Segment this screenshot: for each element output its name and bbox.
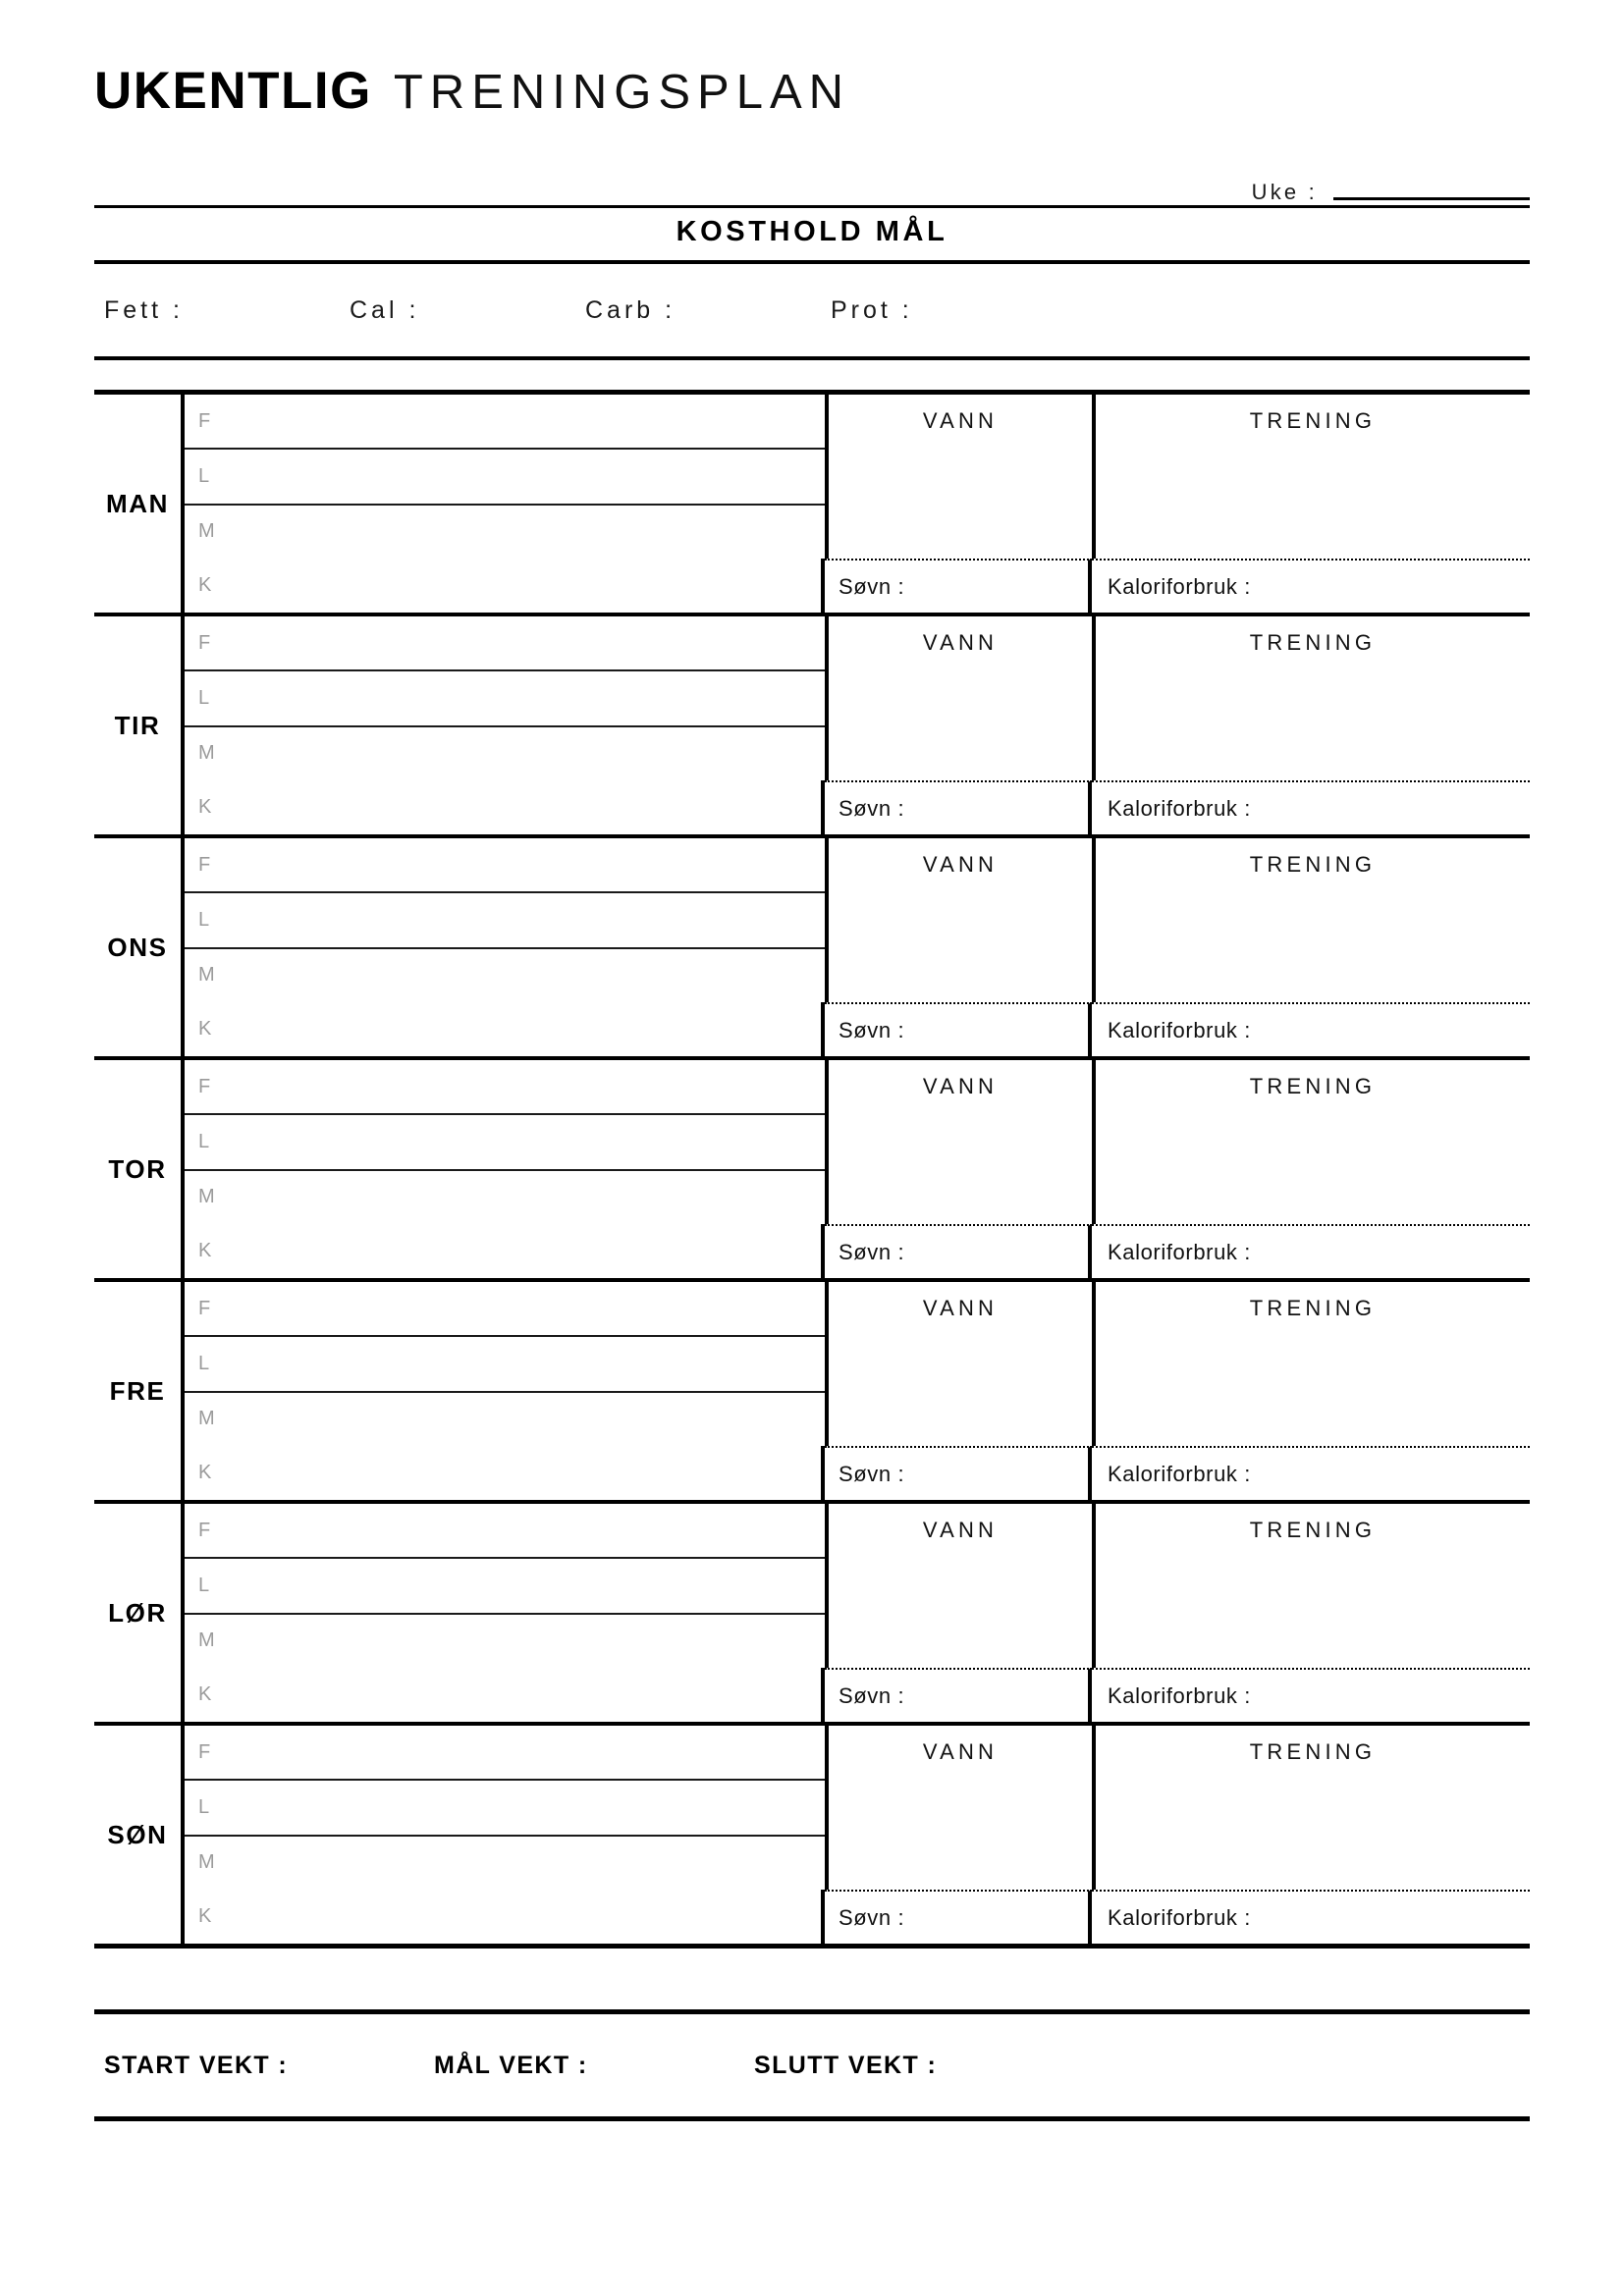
sleep-label: Søvn : bbox=[839, 1682, 905, 1708]
meal-letter: M bbox=[198, 964, 216, 987]
page-title bbox=[94, 0, 1530, 121]
water-column[interactable] bbox=[829, 1504, 1096, 1668]
training-label: TRENING bbox=[1249, 1739, 1377, 1764]
training-column[interactable] bbox=[1096, 1060, 1530, 1224]
calorie-burn-field[interactable] bbox=[1092, 1224, 1530, 1278]
meal-letter: K bbox=[198, 1905, 213, 1927]
training-column[interactable] bbox=[1096, 616, 1530, 780]
meal-letter: M bbox=[198, 520, 216, 543]
meal-row-dinner[interactable] bbox=[185, 1837, 825, 1890]
meals-column bbox=[185, 1726, 829, 1890]
calorie-burn-field[interactable] bbox=[1092, 1446, 1530, 1500]
day-body bbox=[185, 1282, 1530, 1500]
macro-goals-row bbox=[94, 264, 1530, 356]
day-body bbox=[185, 616, 1530, 834]
day-label: SØN bbox=[107, 1819, 168, 1849]
day-top-section bbox=[185, 1504, 1530, 1668]
day-body bbox=[185, 1504, 1530, 1722]
meal-row-snack[interactable] bbox=[185, 780, 825, 834]
page-title-primary: UKENTLIG bbox=[94, 62, 372, 120]
day-row bbox=[94, 1282, 1530, 1504]
meal-row-breakfast[interactable] bbox=[185, 1282, 825, 1337]
calorie-burn-label: Kaloriforbruk : bbox=[1108, 1682, 1251, 1708]
meal-letter: L bbox=[198, 1352, 211, 1374]
meal-row-snack[interactable] bbox=[185, 1668, 825, 1722]
training-label: TRENING bbox=[1249, 408, 1377, 433]
training-label: TRENING bbox=[1249, 630, 1377, 655]
day-row bbox=[94, 1726, 1530, 1944]
meals-column bbox=[185, 395, 829, 559]
day-label-cell-fre bbox=[94, 1282, 185, 1500]
macro-field-carb[interactable]: Carb : bbox=[585, 295, 677, 324]
meal-letter: K bbox=[198, 1683, 213, 1705]
meal-row-breakfast[interactable] bbox=[185, 1060, 825, 1115]
calorie-burn-label: Kaloriforbruk : bbox=[1108, 1239, 1251, 1264]
meal-row-lunch[interactable] bbox=[185, 893, 825, 948]
training-label: TRENING bbox=[1249, 1296, 1377, 1320]
water-column[interactable] bbox=[829, 1726, 1096, 1890]
meal-row-snack[interactable] bbox=[185, 1890, 825, 1944]
sleep-label: Søvn : bbox=[839, 1017, 905, 1042]
meal-letter: L bbox=[198, 1574, 211, 1596]
water-column[interactable] bbox=[829, 1060, 1096, 1224]
meal-letter: L bbox=[198, 464, 211, 487]
water-column[interactable] bbox=[829, 1282, 1096, 1446]
weekly-planner-table bbox=[94, 390, 1530, 1949]
day-top-section bbox=[185, 616, 1530, 780]
day-label-cell-ons bbox=[94, 838, 185, 1056]
meal-row-dinner[interactable] bbox=[185, 727, 825, 780]
meal-letter: M bbox=[198, 1629, 216, 1652]
meal-letter: M bbox=[198, 1186, 216, 1208]
calorie-burn-label: Kaloriforbruk : bbox=[1108, 1904, 1251, 1930]
day-bottom-section bbox=[185, 1668, 1530, 1722]
week-input-line[interactable] bbox=[1333, 197, 1530, 200]
water-label: VANN bbox=[922, 1518, 999, 1542]
start-weight-field[interactable]: START VEKT : bbox=[104, 2051, 289, 2079]
week-field bbox=[94, 168, 1530, 205]
meal-row-dinner[interactable] bbox=[185, 1615, 825, 1668]
meal-row-breakfast[interactable] bbox=[185, 395, 825, 450]
water-label: VANN bbox=[922, 852, 999, 877]
day-row bbox=[94, 1060, 1530, 1282]
meal-row-snack[interactable] bbox=[185, 559, 825, 613]
meal-letter: M bbox=[198, 1408, 216, 1430]
meal-row-snack[interactable] bbox=[185, 1224, 825, 1278]
day-label: MAN bbox=[105, 488, 169, 518]
kosthold-bottom-rule bbox=[94, 356, 1530, 360]
meal-letter: F bbox=[198, 409, 212, 432]
sleep-field[interactable] bbox=[825, 559, 1092, 613]
meal-letter: K bbox=[198, 574, 213, 596]
meal-row-breakfast[interactable] bbox=[185, 1504, 825, 1559]
goal-weight-field[interactable]: MÅL VEKT : bbox=[434, 2051, 588, 2079]
sleep-label: Søvn : bbox=[839, 1239, 905, 1264]
calorie-burn-field[interactable] bbox=[1092, 559, 1530, 613]
day-top-section bbox=[185, 395, 1530, 559]
weight-footer bbox=[94, 2009, 1530, 2121]
meal-row-dinner[interactable] bbox=[185, 506, 825, 559]
macro-field-prot[interactable]: Prot : bbox=[831, 295, 913, 324]
meals-column bbox=[185, 1060, 829, 1224]
kosthold-heading bbox=[94, 216, 1530, 260]
day-body bbox=[185, 838, 1530, 1056]
sleep-field[interactable] bbox=[825, 1446, 1092, 1500]
day-bottom-section bbox=[185, 1224, 1530, 1278]
meals-column bbox=[185, 1282, 829, 1446]
meal-letter: F bbox=[198, 1075, 212, 1097]
training-column[interactable] bbox=[1096, 1282, 1530, 1446]
macro-field-cal[interactable]: Cal : bbox=[350, 295, 420, 324]
meal-letter: K bbox=[198, 1462, 213, 1483]
day-label-cell-son bbox=[94, 1726, 185, 1944]
meal-letter: F bbox=[198, 631, 212, 654]
meal-row-lunch[interactable] bbox=[185, 671, 825, 726]
water-column[interactable] bbox=[829, 838, 1096, 1002]
day-bottom-section bbox=[185, 1002, 1530, 1056]
sleep-label: Søvn : bbox=[839, 573, 905, 599]
meal-letter: K bbox=[198, 796, 213, 818]
meals-column bbox=[185, 838, 829, 1002]
day-label-cell-lor bbox=[94, 1504, 185, 1722]
water-label: VANN bbox=[922, 630, 999, 655]
day-row bbox=[94, 1504, 1530, 1726]
training-column[interactable] bbox=[1096, 838, 1530, 1002]
meal-row-breakfast[interactable] bbox=[185, 616, 825, 671]
day-label-cell-man bbox=[94, 395, 185, 613]
water-label: VANN bbox=[922, 1739, 999, 1764]
sleep-field[interactable] bbox=[825, 1668, 1092, 1722]
sleep-field[interactable] bbox=[825, 780, 1092, 834]
meal-letter: F bbox=[198, 1297, 212, 1319]
meal-row-lunch[interactable] bbox=[185, 450, 825, 505]
day-top-section bbox=[185, 1282, 1530, 1446]
day-row bbox=[94, 838, 1530, 1060]
meal-letter: F bbox=[198, 1740, 212, 1763]
day-label: TOR bbox=[108, 1153, 167, 1184]
meal-letter: L bbox=[198, 908, 211, 931]
meal-letter: K bbox=[198, 1240, 213, 1261]
calorie-burn-field[interactable] bbox=[1092, 1668, 1530, 1722]
calorie-burn-label: Kaloriforbruk : bbox=[1108, 1017, 1251, 1042]
sleep-field[interactable] bbox=[825, 1890, 1092, 1944]
week-label: Uke : bbox=[1251, 180, 1318, 204]
water-label: VANN bbox=[922, 1296, 999, 1320]
meal-letter: K bbox=[198, 1018, 213, 1040]
meal-letter: M bbox=[198, 1851, 216, 1874]
end-weight-field[interactable]: SLUTT VEKT : bbox=[754, 2051, 938, 2079]
meal-row-lunch[interactable] bbox=[185, 1115, 825, 1170]
day-label: ONS bbox=[107, 932, 168, 962]
meal-row-dinner[interactable] bbox=[185, 949, 825, 1002]
day-row bbox=[94, 395, 1530, 616]
meal-row-dinner[interactable] bbox=[185, 1393, 825, 1446]
day-top-section bbox=[185, 1726, 1530, 1890]
calorie-burn-label: Kaloriforbruk : bbox=[1108, 573, 1251, 599]
day-bottom-section bbox=[185, 780, 1530, 834]
sleep-label: Søvn : bbox=[839, 1461, 905, 1486]
meals-column bbox=[185, 1504, 829, 1668]
training-column[interactable] bbox=[1096, 1504, 1530, 1668]
sleep-field[interactable] bbox=[825, 1224, 1092, 1278]
meal-letter: L bbox=[198, 1130, 211, 1152]
macro-field-fett[interactable]: Fett : bbox=[104, 295, 184, 324]
kosthold-top-rule bbox=[94, 205, 1530, 208]
calorie-burn-field[interactable] bbox=[1092, 780, 1530, 834]
day-row bbox=[94, 616, 1530, 838]
day-body bbox=[185, 1726, 1530, 1944]
meal-letter: L bbox=[198, 1795, 211, 1818]
weight-footer-row bbox=[94, 2014, 1530, 2116]
meal-row-breakfast[interactable] bbox=[185, 1726, 825, 1781]
sleep-label: Søvn : bbox=[839, 795, 905, 821]
day-body bbox=[185, 395, 1530, 613]
day-label: LØR bbox=[108, 1597, 167, 1628]
day-label: FRE bbox=[109, 1375, 166, 1406]
meals-column bbox=[185, 616, 829, 780]
calorie-burn-field[interactable] bbox=[1092, 1002, 1530, 1056]
training-label: TRENING bbox=[1249, 1518, 1377, 1542]
calorie-burn-label: Kaloriforbruk : bbox=[1108, 1461, 1251, 1486]
meal-row-snack[interactable] bbox=[185, 1446, 825, 1500]
training-label: TRENING bbox=[1249, 1074, 1377, 1098]
training-column[interactable] bbox=[1096, 1726, 1530, 1890]
meal-row-dinner[interactable] bbox=[185, 1171, 825, 1224]
sleep-field[interactable] bbox=[825, 1002, 1092, 1056]
water-label: VANN bbox=[922, 408, 999, 433]
day-body bbox=[185, 1060, 1530, 1278]
kosthold-heading-label: KOSTHOLD MÅL bbox=[676, 216, 948, 247]
water-column[interactable] bbox=[829, 616, 1096, 780]
meal-row-snack[interactable] bbox=[185, 1002, 825, 1056]
sleep-label: Søvn : bbox=[839, 1904, 905, 1930]
page-title-secondary: TRENINGSPLAN bbox=[393, 66, 851, 119]
meal-row-lunch[interactable] bbox=[185, 1559, 825, 1614]
meal-letter: F bbox=[198, 1519, 212, 1541]
day-top-section bbox=[185, 838, 1530, 1002]
training-column[interactable] bbox=[1096, 395, 1530, 559]
calorie-burn-field[interactable] bbox=[1092, 1890, 1530, 1944]
meal-letter: L bbox=[198, 686, 211, 709]
meal-row-lunch[interactable] bbox=[185, 1337, 825, 1392]
day-label: TIR bbox=[114, 710, 161, 740]
meal-letter: F bbox=[198, 853, 212, 876]
day-top-section bbox=[185, 1060, 1530, 1224]
training-label: TRENING bbox=[1249, 852, 1377, 877]
day-label-cell-tor bbox=[94, 1060, 185, 1278]
day-bottom-section bbox=[185, 1446, 1530, 1500]
calorie-burn-label: Kaloriforbruk : bbox=[1108, 795, 1251, 821]
day-label-cell-tir bbox=[94, 616, 185, 834]
meal-letter: M bbox=[198, 742, 216, 765]
day-bottom-section bbox=[185, 1890, 1530, 1944]
day-bottom-section bbox=[185, 559, 1530, 613]
meal-row-breakfast[interactable] bbox=[185, 838, 825, 893]
meal-row-lunch[interactable] bbox=[185, 1781, 825, 1836]
water-column[interactable] bbox=[829, 395, 1096, 559]
water-label: VANN bbox=[922, 1074, 999, 1098]
